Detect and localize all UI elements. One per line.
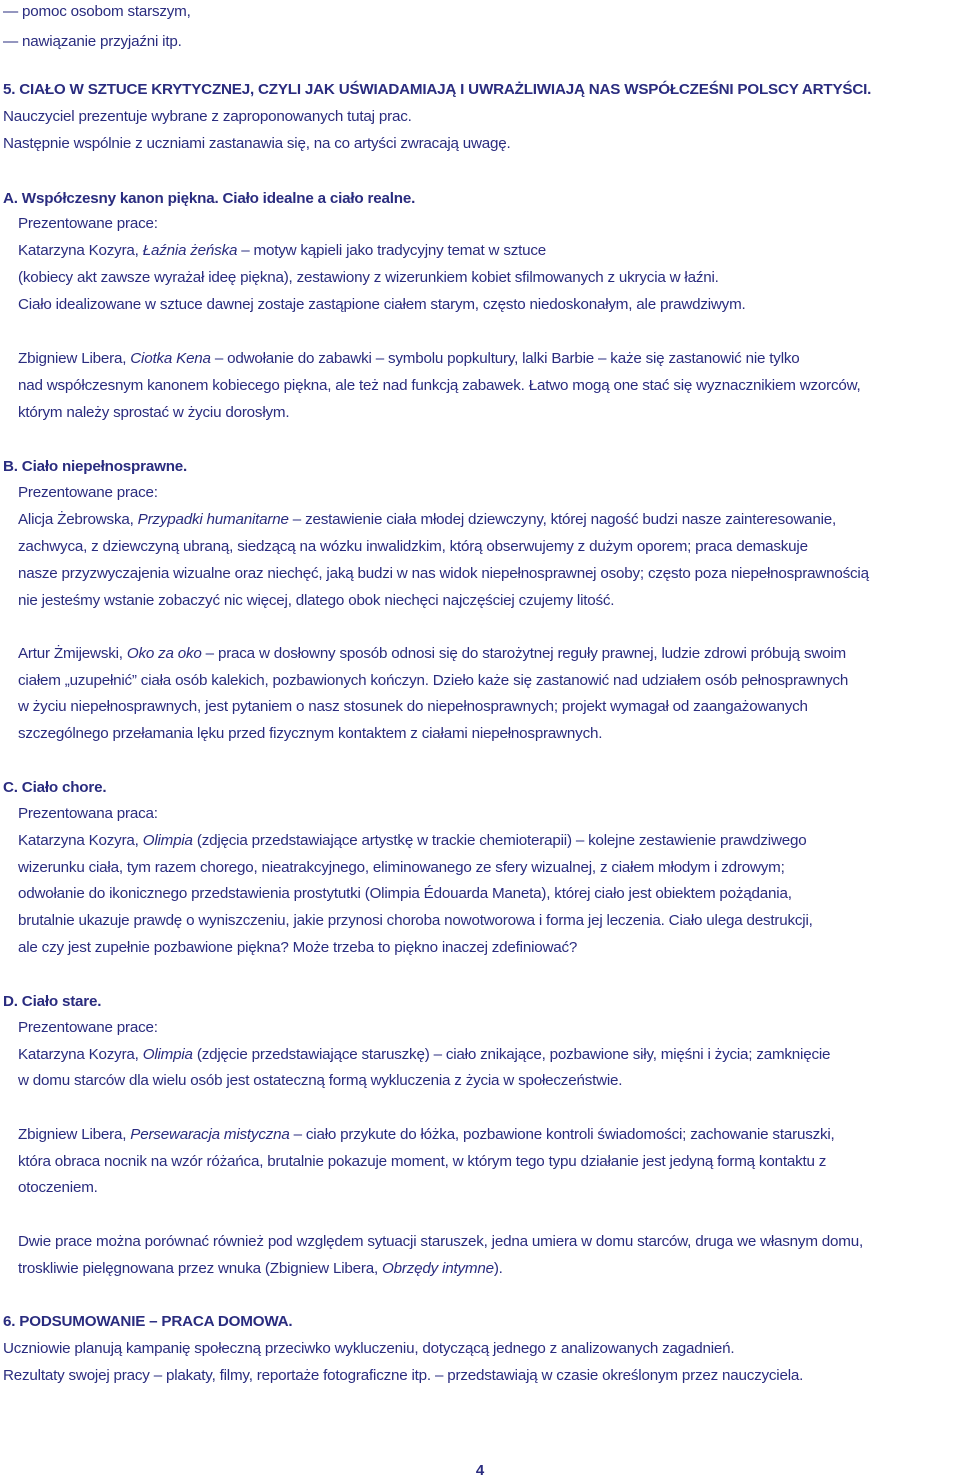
work-description-line: brutalnie ukazuje prawdę o wyniszczeniu, jakie przynosi choroba nowotworowa i forma jej leczenia. Ciało ulega destrukcji, bbox=[18, 912, 813, 929]
works-label: Prezentowane prace: bbox=[18, 1019, 158, 1036]
work-description-line: Ciało idealizowane w sztuce dawnej zostaje zastąpione ciałem starym, często niedoskonałym, ale prawdziwym. bbox=[18, 296, 746, 313]
paragraph-line: Następnie wspólnie z uczniami zastanawia się, na co artyści zwracają uwagę. bbox=[3, 135, 511, 152]
paragraph-text: troskliwie pielęgnowana przez wnuka (Zbigniew Libera, bbox=[18, 1260, 383, 1277]
section-6-heading: 6. PODSUMOWANIE – PRACA DOMOWA. bbox=[3, 1313, 293, 1330]
work-description-line bbox=[18, 241, 546, 261]
work-title: Łaźnia żeńska bbox=[142, 242, 238, 259]
work-description-line bbox=[18, 1125, 835, 1145]
work-description-line bbox=[18, 1045, 830, 1065]
work-description-line bbox=[18, 831, 806, 851]
work-description-line: odwołanie do ikonicznego przedstawienia prostytutki (Olimpia Édouarda Maneta), której ciało jest obiektem pożądania, bbox=[18, 885, 792, 902]
artist-name: Zbigniew Libera, bbox=[18, 1126, 131, 1143]
page-number: 4 bbox=[475, 1462, 485, 1479]
section-b-heading: B. Ciało niepełnosprawne. bbox=[3, 458, 188, 475]
work-description-line bbox=[18, 349, 800, 369]
paragraph-text: ). bbox=[493, 1260, 503, 1277]
work-description: – praca w dosłowny sposób odnosi się do starożytnej reguły prawnej, ludzie zdrowi próbują swoim bbox=[201, 645, 846, 662]
work-description: – zestawienie ciała młodej dziewczyny, której nagość budzi nasze zainteresowanie, bbox=[288, 511, 837, 528]
work-title: Przypadki humanitarne bbox=[137, 511, 289, 528]
artist-name: Zbigniew Libera, bbox=[18, 350, 131, 367]
paragraph-line: Uczniowie planują kampanię społeczną przeciwko wykluczeniu, dotyczącą jednego z analizowanych zagadnień. bbox=[3, 1340, 735, 1357]
work-description: (zdjęcie przedstawiające staruszkę) – ciało znikające, pozbawione siły, mięśni i życia; zamknięcie bbox=[192, 1046, 831, 1063]
work-description-line: nasze przyzwyczajenia wizualne oraz niechęć, jaką budzi w nas widok niepełnosprawnej osoby; często poza niepełnosprawnością bbox=[18, 565, 869, 582]
work-title: Olimpia bbox=[142, 832, 193, 849]
paragraph-line: Rezultaty swojej pracy – plakaty, filmy, reportaże fotograficzne itp. – przedstawiają w czasie określonym przez nauczyciela. bbox=[3, 1367, 804, 1384]
work-description-line: która obraca nocnik na wzór różańca, brutalnie pokazuje moment, w którym tego typu działanie jest jedyną formą kontaktu z bbox=[18, 1153, 827, 1170]
work-description-line: ale czy jest zupełnie pozbawione piękna? Może trzeba to piękno inaczej zdefiniować? bbox=[18, 939, 578, 956]
artist-name: Katarzyna Kozyra, bbox=[18, 242, 143, 259]
work-description-line: nie jesteśmy wstanie zobaczyć nic więcej, dlatego obok niechęci najczęściej czujemy litość. bbox=[18, 592, 615, 609]
artist-name: Katarzyna Kozyra, bbox=[18, 1046, 143, 1063]
paragraph-line bbox=[18, 1259, 503, 1279]
work-description: – ciało przykute do łóżka, pozbawione kontroli świadomości; zachowanie staruszki, bbox=[289, 1126, 835, 1143]
list-item: — nawiązanie przyjaźni itp. bbox=[3, 33, 182, 50]
section-5-heading: 5. CIAŁO W SZTUCE KRYTYCZNEJ, CZYLI JAK UŚWIADAMIAJĄ I UWRAŻLIWIAJĄ NAS WSPÓŁCZEŚNI POLSCY ARTYŚCI. bbox=[3, 81, 872, 98]
artist-name: Katarzyna Kozyra, bbox=[18, 832, 143, 849]
work-description-line: którym należy sprostać w życiu dorosłym. bbox=[18, 404, 290, 421]
work-description-line: nad współczesnym kanonem kobiecego piękna, ale też nad funkcją zabawek. Łatwo mogą one stać się wyznacznikiem wzorców, bbox=[18, 377, 861, 394]
work-description-line: w życiu niepełnosprawnych, jest pytaniem o nasz stosunek do niepełnosprawnych; projekt wymagał od zaangażowanych bbox=[18, 698, 808, 715]
work-description: – odwołanie do zabawki – symbolu popkultury, lalki Barbie – każe się zastanowić nie tylko bbox=[210, 350, 800, 367]
works-label: Prezentowana praca: bbox=[18, 805, 158, 822]
work-description-line: otoczeniem. bbox=[18, 1179, 98, 1196]
work-description: – motyw kąpieli jako tradycyjny temat w sztuce bbox=[237, 242, 547, 259]
work-description-line: w domu starców dla wielu osób jest ostateczną formą wykluczenia z życia w społeczeństwie. bbox=[18, 1072, 623, 1089]
section-a-heading: A. Współczesny kanon piękna. Ciało idealne a ciało realne. bbox=[3, 190, 416, 207]
work-title: Olimpia bbox=[142, 1046, 193, 1063]
list-item: — pomoc osobom starszym, bbox=[3, 3, 191, 20]
work-description-line: (kobiecy akt zawsze wyrażał ideę piękna), zestawiony z wizerunkiem kobiet sfilmowanych z ukrycia w łaźni. bbox=[18, 269, 719, 286]
work-description-line: ciałem „uzupełnić” ciała osób kalekich, pozbawionych kończyn. Dzieło każe się zastanowić nad udziałem osób pełnosprawnych bbox=[18, 672, 849, 689]
work-description-line: wizerunku ciała, tym razem chorego, nieatrakcyjnego, eliminowanego ze sfery wizualnej, z ciałem młodym i zdrowym; bbox=[18, 859, 785, 876]
work-description-line bbox=[18, 510, 836, 530]
work-description-line: szczególnego przełamania lęku przed fizycznym kontaktem z ciałami niepełnosprawnych. bbox=[18, 725, 603, 742]
work-description-line bbox=[18, 644, 846, 664]
works-label: Prezentowane prace: bbox=[18, 484, 158, 501]
artist-name: Artur Żmijewski, bbox=[18, 645, 127, 662]
paragraph-line: Dwie prace można porównać również pod względem sytuacji staruszek, jedna umiera w domu starców, druga we własnym domu, bbox=[18, 1233, 864, 1250]
work-title: Oko za oko bbox=[126, 645, 202, 662]
section-d-heading: D. Ciało stare. bbox=[3, 993, 102, 1010]
work-title: Ciotka Kena bbox=[130, 350, 211, 367]
work-title: Persewaracja mistyczna bbox=[130, 1126, 290, 1143]
artist-name: Alicja Żebrowska, bbox=[18, 511, 138, 528]
paragraph-line: Nauczyciel prezentuje wybrane z zaproponowanych tutaj prac. bbox=[3, 108, 412, 125]
work-description-line: zachwyca, z dziewczyną ubraną, siedzącą na wózku inwalidzkim, którą obserwujemy z dużym oporem; praca demaskuje bbox=[18, 538, 808, 555]
work-title: Obrzędy intymne bbox=[382, 1260, 494, 1277]
works-label: Prezentowane prace: bbox=[18, 215, 158, 232]
work-description: (zdjęcia przedstawiające artystkę w trackie chemioterapii) – kolejne zestawienie prawdziwego bbox=[192, 832, 807, 849]
section-c-heading: C. Ciało chore. bbox=[3, 779, 107, 796]
